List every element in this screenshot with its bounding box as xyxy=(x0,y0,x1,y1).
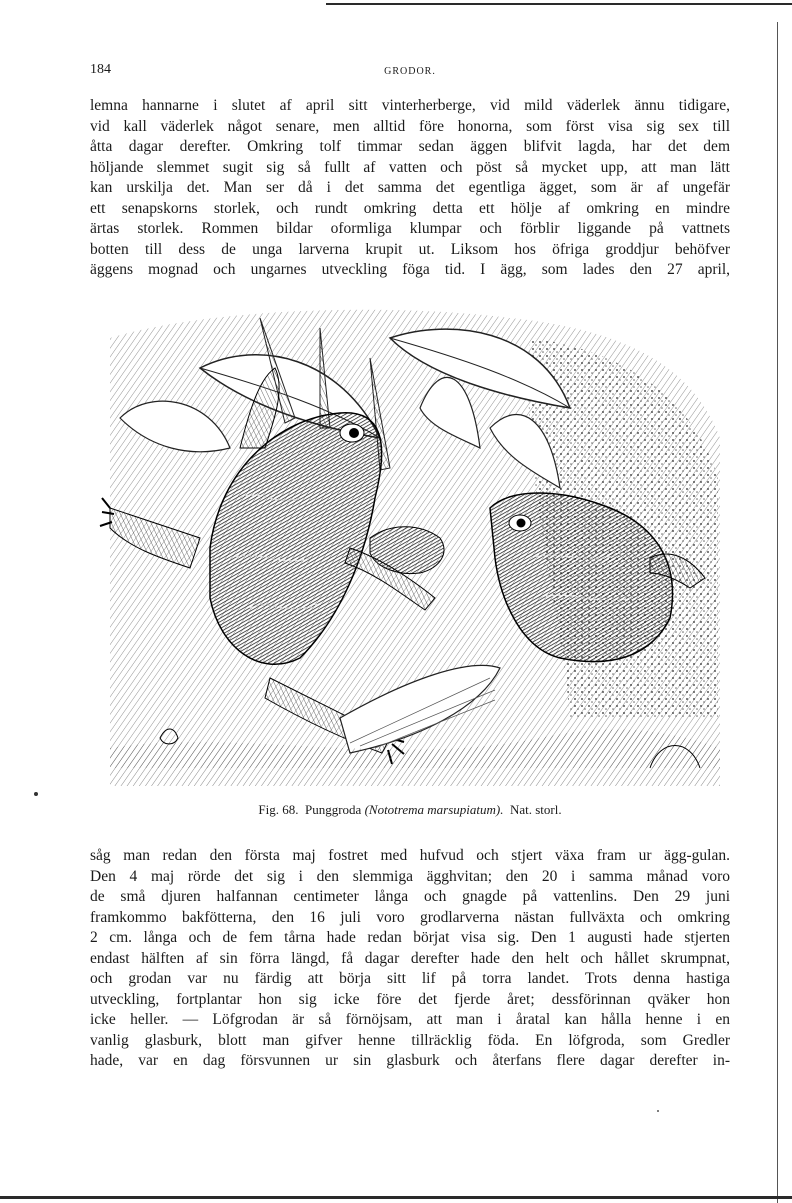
text-line: vid kall väderlek något senare, men alltid före honorna, som först visa sig sex till xyxy=(90,117,730,135)
figure-label: Fig. 68. xyxy=(258,802,299,817)
text-line: icke heller. — Löfgrodan är så förnöjsam, att man i åratal kan hålla henne i en xyxy=(90,1011,730,1028)
text-line: höljande slemmet sugit sig så fullt af vatten och pöst så mycket upp, att man lätt xyxy=(90,158,730,176)
text-line: vanlig glasburk, blott man gifver henne tillräcklig föda. En löfgroda, som Gredler xyxy=(90,1031,730,1049)
running-title: GRODOR. xyxy=(384,66,436,77)
figure-scientific-name: (Nototrema marsupiatum). xyxy=(364,802,504,817)
figure-caption xyxy=(90,802,730,818)
text-line: hade, var en dag försvunnen ur sin glasburk och återfans flere dagar derefter in- xyxy=(90,1052,730,1069)
paragraph-top xyxy=(90,96,730,281)
speck-mark xyxy=(34,792,38,796)
text-line: lemna hannarne i slutet af april sitt vinterherberge, vid mild väderlek ännu tidigare, xyxy=(90,97,730,114)
text-line: kan urskilja det. Man ser då i det samma det egentliga ägget, som är af ungefär xyxy=(90,179,730,196)
text-line: ärtas storlek. Rommen bildar oformliga klumpar och förblir liggande på vattnets xyxy=(90,220,730,237)
scan-edge-top xyxy=(326,3,792,5)
text-line: endast hälften af sin förra längd, få dagar derefter hade den helt och hållet skrumpnat, xyxy=(90,949,730,967)
page-header xyxy=(90,62,730,84)
text-line: åtta dagar derefter. Omkring tolf timmar sedan äggen blifvit lagda, har det dem xyxy=(90,138,730,155)
text-line: de små djuren halfannan centimeter långa och gnagde på vattenlins. Den 29 juni xyxy=(90,888,730,905)
page-number: 184 xyxy=(90,62,111,77)
figure-common-name: Punggroda xyxy=(304,802,362,817)
paragraph-bottom xyxy=(90,846,730,1072)
text-line: framkommo bakfötterna, den 16 juli voro grodlarverna nästan fullväxta och omkring xyxy=(90,908,730,926)
text-line: 2 cm. långa och de fem tårna hade redan börjat visa sig. Den 1 augusti hade stjerten xyxy=(90,929,730,946)
text-line: äggens mognad och ungarnes utveckling föga tid. I ägg, som lades den 27 april, xyxy=(90,261,730,278)
text-line: utveckling, fortplantar hon sig icke före det fjerde året; dessförinnan qväker hon xyxy=(90,990,730,1008)
text-line: Den 4 maj rörde det sig i den slemmiga ägghvitan; den 20 i samma månad voro xyxy=(90,867,730,885)
text-line: botten till dess de unga larverna krupit ut. Liksom hos öfriga groddjur behöfver xyxy=(90,240,730,258)
scan-edge-right xyxy=(777,22,778,1203)
figure-scale: Nat. storl. xyxy=(509,802,562,817)
text-line: och grodan var nu färdig att börja sitt lif på torra landet. Trots denna hastiga xyxy=(90,970,730,987)
speck-mark xyxy=(657,1110,659,1112)
frog-illustration xyxy=(90,298,730,790)
text-line: såg man redan den första maj fostret med hufvud och stjert växa fram ur ägg-gulan. xyxy=(90,847,730,864)
text-line: ett senapskorns storlek, och rundt omkring detta ett hölje af omkring en mindre xyxy=(90,199,730,217)
scan-edge-bottom xyxy=(0,1196,792,1199)
